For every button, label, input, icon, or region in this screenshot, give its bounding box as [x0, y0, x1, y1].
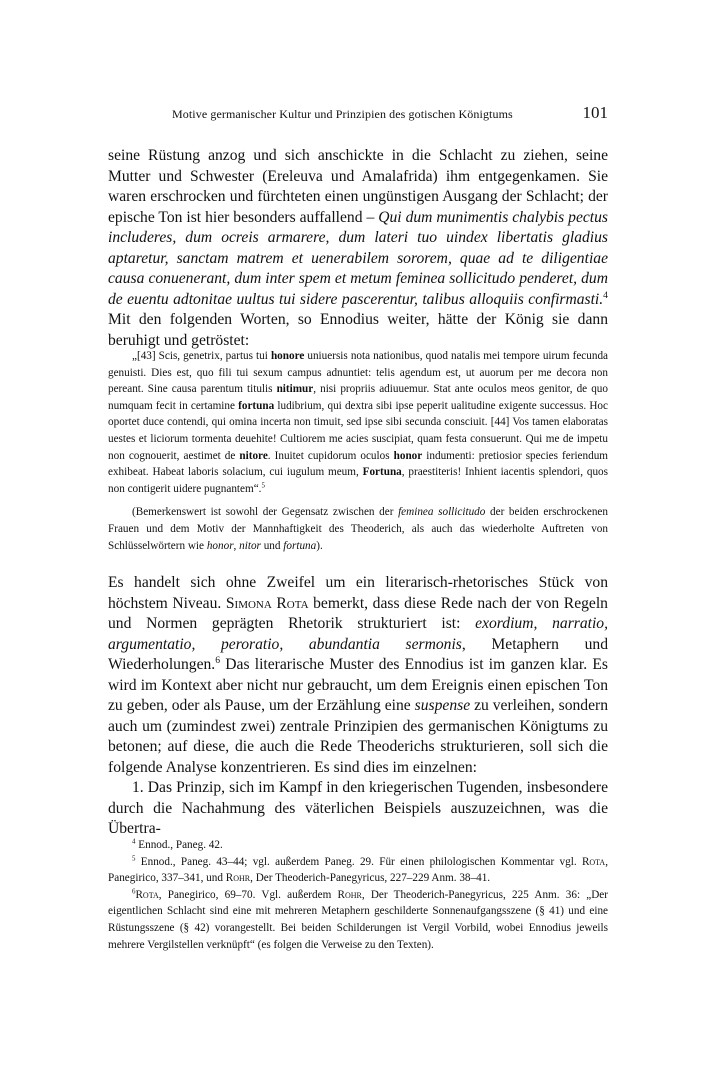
p2-italic-term: suspense	[414, 697, 471, 714]
p1-latin-quote: Qui dum munimentis chalybis pectus includeres, dum ocreis armarere, dum lateri tuo uindex libertatis gladius aptaretur, sanctam matrem et uenerabilem sororem, quae ad te diligentiae causa conuenerant, dum inter spem et metum feminea sollicitudo penderet, dum de euentu adtonitae uultus tui sidere pascerentur, talibus alloquiis confirmasti.	[108, 208, 608, 308]
keyword-bold: nitore	[239, 449, 268, 462]
quote-text: „[43] Scis, genetrix, partus tui	[132, 350, 271, 362]
author-name: Rohr	[225, 872, 251, 885]
footnote-number: 5	[132, 853, 136, 862]
quote-text: uniuersis nota nationibus, quod natalis mei tempore uirum fecunda genuisti. Dies est, quo fili tui sexum campus adnuntiet: telis agendum est, ut auorum per me decora non pereant. Sine causa parentum titulis	[108, 350, 609, 396]
author-name: Rota	[135, 888, 159, 901]
p2-text: , Metaphern und Wiederholungen.	[108, 635, 608, 673]
remark-text: ,	[233, 539, 240, 552]
remark-text: (Bemerkenswert ist sowohl der Gegensatz zwischen der	[132, 506, 399, 519]
footnotes	[108, 837, 608, 953]
footnote-text: , Panegirico, 69–70. Vgl. außerdem	[158, 888, 338, 901]
quote-text: , nisi propriis adiuuemur. Stat ante oculos meos genitor, de quo numquam fecit in certamine	[108, 383, 608, 412]
block-quote	[108, 348, 608, 554]
footnote-ref-5[interactable]: 5	[261, 481, 265, 490]
footnote-ref-4[interactable]: 4	[603, 289, 608, 301]
footnote-text: Ennod., Paneg. 42.	[135, 839, 223, 851]
running-head	[108, 103, 608, 127]
footnote-text: Ennod., Paneg. 43–44; vgl. außerdem Paneg. 29. Für einen philologischen Kommentar vgl.	[135, 855, 582, 868]
footnote-5	[108, 854, 608, 887]
p1-text-a: seine Rüstung anzog und sich anschickte in die Schlacht zu ziehen, seine Mutter und Schwester (Ereleuva und Amalafrida) ihm entgegenkamen. Sie waren erschrocken und fürchteten einen ungünstigen Ausgang der Schlacht; der epische Ton ist hier besonders auffallend –	[108, 147, 608, 226]
paragraph-1	[108, 146, 608, 351]
p2-text: Das literarische Muster des Ennodius ist im ganzen klar. Es wird im Kontext aber nicht nur gebraucht, um dem Ereignis einen epischen Ton zu geben, oder als Pause, um der Erzählung eine	[108, 656, 608, 714]
footnote-number: 4	[132, 837, 136, 846]
keyword-bold: fortuna	[238, 399, 275, 412]
keyword-bold: nitimur	[276, 383, 314, 396]
remark-italic: fortuna	[283, 539, 317, 552]
running-head-title: Motive germanischer Kultur und Prinzipien des gotischen Königtums	[172, 107, 513, 121]
remark-text: der beiden erschrockenen Frauen und dem Motiv der Mannhaftigkeit des Theoderich, als auch das wiederholte Auftreten von Schlüsselwörtern wie	[108, 506, 608, 552]
page-number: 101	[582, 103, 608, 122]
p2-italic-terms: exordium, narratio, argumentatio, peroratio, abundantia sermonis	[108, 615, 608, 653]
remark-text: und	[260, 539, 284, 552]
footnote-text: , Der Theoderich-Panegyricus, 227–229 Anm. 38–41.	[250, 872, 491, 885]
quote-remark	[108, 504, 608, 554]
p1-text-b: Mit den folgenden Worten, so Ennodius weiter, hätte der König sie dann beruhigt und getröstet:	[108, 311, 608, 349]
p2-text: zu verleihen, sondern auch um (zumindest zwei) zentrale Prinzipien des germanischen Königtums zu betonen; auf diese, die auch die Rede Theoderichs strukturieren, soll sich die folgende Analyse konzentrieren. Es sind dies im einzelnen:	[108, 697, 608, 776]
author-name: Rohr	[337, 888, 362, 901]
quote-text: . Inuitet cupidorum oculos	[267, 449, 394, 462]
paragraph-3: 1. Das Prinzip, sich im Kampf in den kriegerischen Tugenden, insbesondere durch die Nachahmung des väterlichen Beispiels auszuzeichnen, was die Übertra-	[108, 779, 608, 837]
footnote-ref-6[interactable]: 6	[215, 654, 221, 666]
keyword-bold: honore	[270, 350, 305, 362]
author-name: Simona Rota	[225, 594, 309, 612]
remark-italic: feminea sollicitudo	[398, 506, 486, 519]
keyword-bold: Fortuna	[362, 466, 402, 479]
quote-text: indumenti: pretiosior species feriendum exhibeat. Habeat laboris solacium, cui iugulum meum,	[108, 449, 609, 479]
footnote-text: , Panegirico, 337–341, und	[108, 855, 608, 885]
footnote-4	[108, 837, 608, 854]
remark-text: ).	[316, 539, 323, 552]
remark-italic: honor	[206, 539, 234, 552]
author-name: Rota	[581, 855, 606, 868]
keyword-bold: honor	[393, 449, 423, 462]
footnote-text: , Der Theoderich-Panegyricus, 225 Anm. 36: „Der eigentlichen Schlacht sind eine mit mehreren Metaphern geschilderte Sonnenaufgangsszene (§ 41) und eine Rüstungsszene (§ 42) vorangestellt. Bei beiden Schilderungen ist Vergil Vorbild, wobei Ennodius jeweils mehrere Vergilstellen verknüpft“ (es folgen die Verweise zu den Texten).	[108, 888, 608, 951]
quote-text: , praestiteris! Inhient iacentis splendori, quos non contigerit uidere pugnantem“.	[108, 466, 608, 495]
paragraph-2	[108, 573, 608, 840]
p2-text: bemerkt, dass diese Rede nach der von Regeln und Normen geprägten Rhetorik strukturiert ist:	[108, 594, 608, 632]
remark-italic: nitor	[239, 539, 261, 552]
p2-text: Es handelt sich ohne Zweifel um ein literarisch-rhetorisches Stück von höchstem Niveau.	[108, 574, 608, 612]
footnote-6	[108, 887, 608, 953]
footnote-number: 6	[132, 887, 136, 896]
quote-text: ludibrium, qui dextra sibi ipse peperit ualitudine exigente successus. Hoc oportet duce contendi, qui omina incerta non timuit, sed ipse sibi secunda consciuit. [44] Vos tamen elaboratas uestes et liciorum tormenta deuehite! Cultiorem me acies suscipiat, quam festa consuerunt. Qui me de impetu non cognouerit, aestimet de	[108, 399, 608, 462]
